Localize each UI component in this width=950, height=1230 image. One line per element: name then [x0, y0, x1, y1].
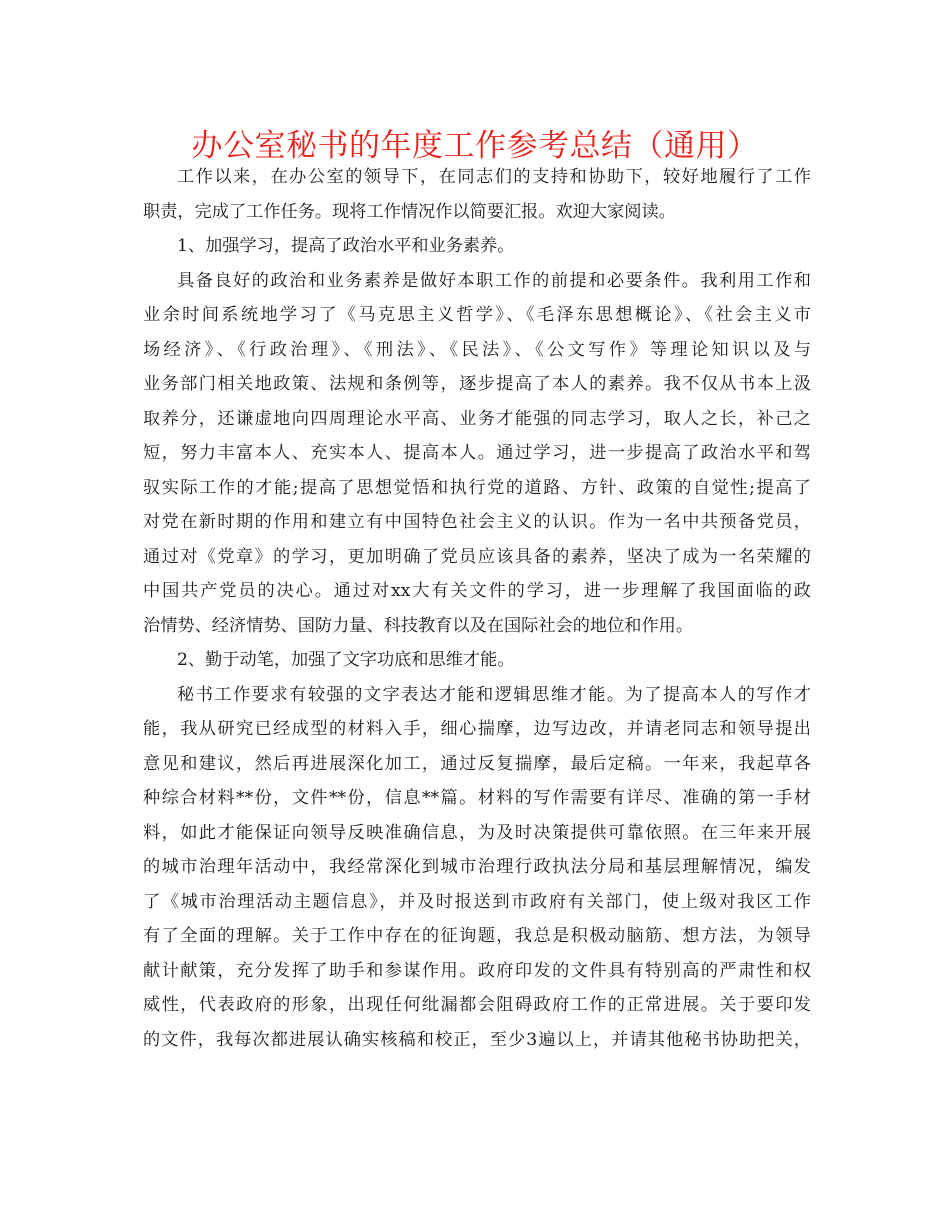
text-line: 的城市治理年活动中，我经常深化到城市治理行政执法分局和基层理解情况，编发	[143, 857, 811, 877]
text-line: 意见和建议，然后再进展深化加工，通过反复揣摩，最后定稿。一年来，我起草各	[143, 753, 811, 774]
text-line: 的文件，我每次都进展认确实核稿和校正，至少3遍以上，并请其他秘书协助把关，	[143, 1029, 811, 1050]
text-line: 有了全面的理解。关于工作中存在的征询题，我总是积极动脑筋、想方法，为领导	[143, 926, 811, 946]
text-line: 种综合材料**份，文件**份，信息**篇。材料的写作需要有详尽、准确的第一手材	[143, 788, 811, 808]
document-title: 办公室秘书的年度工作参考总结（通用）	[191, 128, 759, 164]
text-line: 了《城市治理活动主题信息》，并及时报送到市政府有关部门，使上级对我区工作	[143, 891, 811, 912]
text-line: 秘书工作要求有较强的文字表达才能和逻辑思维才能。为了提高本人的写作才	[177, 684, 811, 705]
text-line: 通过对《党章》的学习，更加明确了党员应该具备的素养，坚决了成为一名荣耀的	[143, 546, 811, 567]
text-line: 驭实际工作的才能;提高了思想觉悟和执行党的道路、方针、政策的自觉性;提高了	[143, 477, 811, 498]
text-line: 料，如此才能保证向领导反映准确信息，为及时决策提供可靠依照。在三年来开展	[143, 822, 811, 843]
text-line: 取养分，还谦虚地向四周理论水平高、业务才能强的同志学习，取人之长，补己之	[143, 408, 811, 429]
text-line: 场经济》、《行政治理》、《刑法》、《民法》、《公文写作》等理论知识以及与	[143, 339, 811, 360]
text-line: 工作以来，在办公室的领导下，在同志们的支持和协助下，较好地履行了工作	[177, 167, 811, 187]
document-body	[143, 160, 811, 1057]
text-line: 2、勤于动笔，加强了文字功底和思维才能。	[177, 650, 515, 670]
text-line: 业余时间系统地学习了《马克思主义哲学》、《毛泽东思想概论》、《社会主义市	[143, 305, 811, 325]
text-line: 中国共产党员的决心。通过对xx大有关文件的学习，进一步理解了我国面临的政	[143, 581, 811, 601]
text-line: 能，我从研究已经成型的材料入手，细心揣摩，边写边改，并请老同志和领导提出	[143, 719, 811, 739]
text-line: 威性，代表政府的形象，出现任何纰漏都会阻碍政府工作的正常进展。关于要印发	[143, 995, 811, 1015]
text-line: 对党在新时期的作用和建立有中国特色社会主义的认识。作为一名中共预备党员，	[143, 512, 811, 532]
text-line: 职责，完成了工作任务。现将工作情况作以简要汇报。欢迎大家阅读。	[143, 201, 676, 222]
text-line: 1、加强学习，提高了政治水平和业务素养。	[177, 236, 515, 256]
text-line: 献计献策，充分发挥了助手和参谋作用。政府印发的文件具有特别高的严肃性和权	[143, 960, 811, 981]
text-line: 业务部门相关地政策、法规和条例等，逐步提高了本人的素养。我不仅从书本上汲	[143, 374, 811, 394]
text-line: 短，努力丰富本人、充实本人、提高本人。通过学习，进一步提高了政治水平和驾	[143, 443, 811, 463]
text-line: 治情势、经济情势、国防力量、科技教育以及在国际社会的地位和作用。	[143, 615, 694, 636]
text-line: 具备良好的政治和业务素养是做好本职工作的前提和必要条件。我利用工作和	[177, 270, 811, 291]
